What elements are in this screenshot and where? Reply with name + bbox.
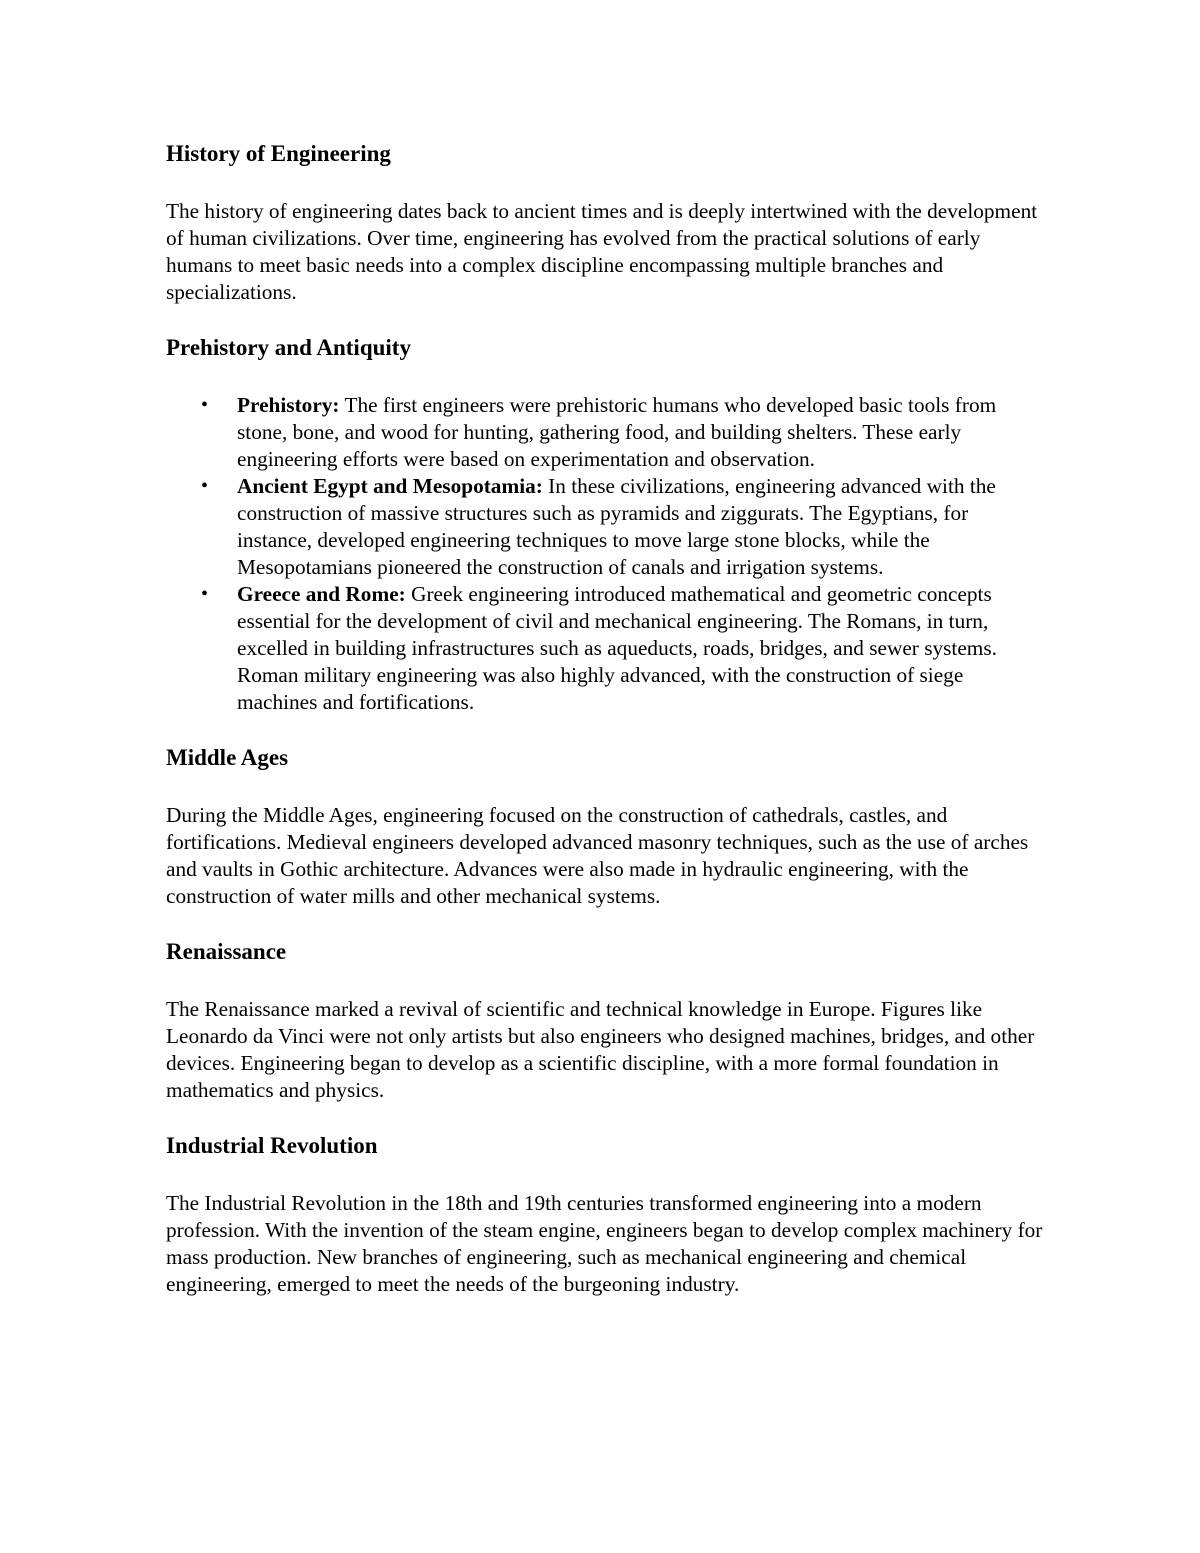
bullet-text: The first engineers were prehistoric humans who developed basic tools from stone, bone, and wood for hunting, gathering food, and building shelters. These early engineering efforts were based on experimentation and observation.	[237, 393, 997, 471]
bullet-icon: •	[201, 475, 209, 497]
bullet-term: Greece and Rome:	[237, 582, 406, 606]
document-title: History of Engineering	[166, 141, 391, 166]
antiquity-bullet-list	[166, 392, 1046, 716]
bullet-term: Prehistory:	[237, 393, 340, 417]
document-page	[166, 139, 1046, 1325]
middle-ages-paragraph: During the Middle Ages, engineering focused on the construction of cathedrals, castles, and fortifications. Medieval engineers developed advanced masonry techniques, such as the use of arches and vaults in Gothic architecture. Advances were also made in hydraulic engineering, with the construction of water mills and other mechanical systems.	[166, 803, 1029, 908]
bullet-text: Greek engineering introduced mathematical and geometric concepts essential for the development of civil and mechanical engineering. The Romans, in turn, excelled in building infrastructures such as aqueducts, roads, bridges, and sewer systems. Roman military engineering was also highly advanced, with the construction of siege machines and fortifications.	[237, 582, 997, 714]
renaissance-paragraph: The Renaissance marked a revival of scientific and technical knowledge in Europe. Figures like Leonardo da Vinci were not only artists but also engineers who designed machines, bridges, and other devices. Engineering began to develop as a scientific discipline, with a more formal foundation in mathematics and physics.	[166, 997, 1035, 1102]
list-item	[166, 392, 1046, 473]
section-heading-renaissance: Renaissance	[166, 939, 287, 964]
section-heading-industrial-revolution: Industrial Revolution	[166, 1133, 378, 1158]
intro-paragraph: The history of engineering dates back to ancient times and is deeply intertwined with the development of human civilizations. Over time, engineering has evolved from the practical solutions of early humans to meet basic needs into a complex discipline encompassing multiple branches and specializations.	[166, 199, 1038, 304]
bullet-icon: •	[201, 583, 209, 605]
industrial-revolution-paragraph: The Industrial Revolution in the 18th and 19th centuries transformed engineering into a modern profession. With the invention of the steam engine, engineers began to develop complex machinery for mass production. New branches of engineering, such as mechanical engineering and chemical engineering, emerged to meet the needs of the burgeoning industry.	[166, 1191, 1043, 1296]
section-heading-middle-ages: Middle Ages	[166, 745, 289, 770]
list-item	[166, 581, 1046, 716]
bullet-term: Ancient Egypt and Mesopotamia:	[237, 474, 543, 498]
bullet-icon: •	[201, 394, 209, 416]
section-heading-prehistory-antiquity: Prehistory and Antiquity	[166, 335, 411, 360]
bullet-text: In these civilizations, engineering advanced with the construction of massive structures such as pyramids and ziggurats. The Egyptians, for instance, developed engineering techniques to move large stone blocks, while the Mesopotamians pioneered the construction of canals and irrigation systems.	[237, 474, 996, 579]
list-item	[166, 473, 1046, 581]
